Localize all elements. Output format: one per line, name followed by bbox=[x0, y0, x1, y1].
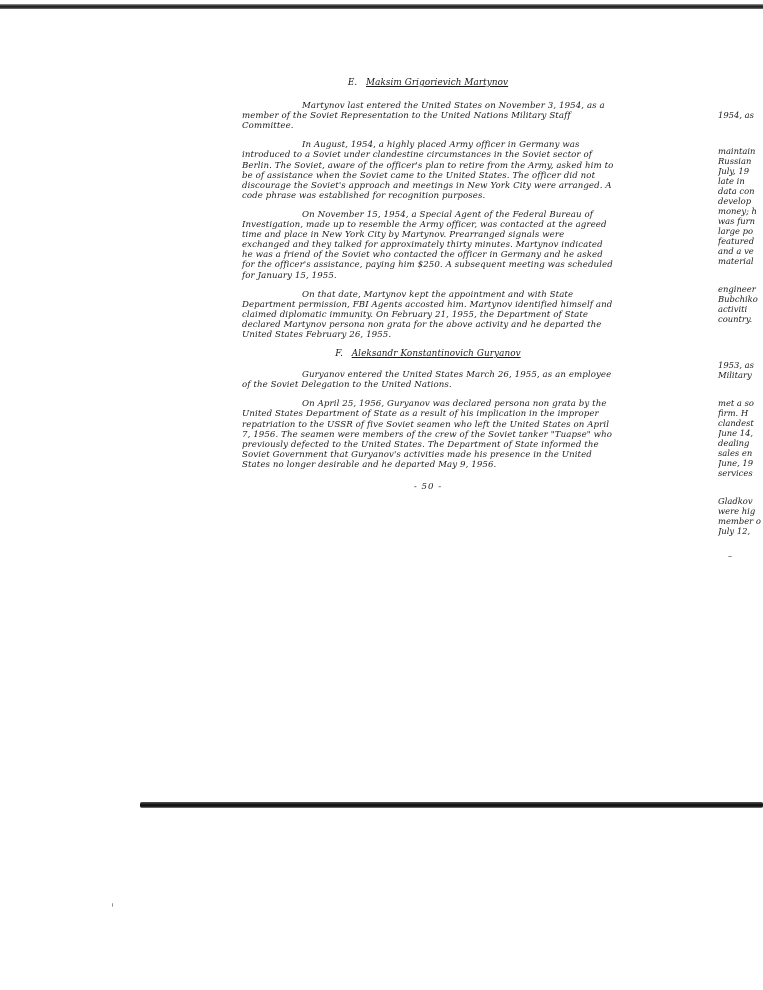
scan-speck bbox=[112, 903, 113, 907]
section-f-paragraph-2: On April 25, 1956, Guryanov was declared persona non grata by the United States Department of State as a result of his implication in the improper repatriation to the USSR of five Soviet seamen who left the United States on April 7, 1956. The seamen were members of the crew of the Soviet tanker "Tuapse" who previously defected to the United States. The Department of State informed the Soviet Government that Guryanov's activities made his presence in the United States no longer desirable and he departed May 9, 1956. bbox=[242, 399, 613, 470]
right-fragment-line: 1953, as bbox=[718, 360, 754, 370]
right-fragment-line: maintain bbox=[718, 146, 756, 156]
section-e-paragraph-3: On November 15, 1954, a Special Agent of the Federal Bureau of Investigation, made up to resemble the Army officer, was contacted at the agreed time and place in New York City by Martynov. Prearranged signals were exchanged and they talked for approximately thirty minutes. Martynov indicated he was a friend of the Soviet who contacted the officer in Germany and he asked for the officer's assistance, paying him $250. A subsequent meeting was scheduled for January 15, 1955. bbox=[242, 209, 613, 281]
section-e-paragraph-4: On that date, Martynov kept the appointment and with State Department permission, FBI Agents accosted him. Martynov identified himself and claimed diplomatic immunity. On February 21, 1955, the Department of State declared Martynov persona non grata for the above activity and he departed the United States February 26, 1955. bbox=[242, 289, 613, 340]
right-fragment-line: met a so bbox=[718, 398, 754, 408]
right-fragment-line: firm. H bbox=[718, 408, 749, 418]
right-fragment-line: Russian bbox=[718, 156, 752, 166]
right-fragment-line: July 12, bbox=[718, 526, 751, 536]
right-fragment-line: member o bbox=[718, 516, 761, 526]
section-e-paragraph-2: In August, 1954, a highly placed Army officer in Germany was introduced to a Soviet under clandestine circumstances in the Soviet sector of Berlin. The Soviet, aware of the officer's plan to retire from the Army, asked him to be of assistance when the Soviet came to the United States. The officer did not discourage the Soviet's approach and meetings in New York City were arranged. A code phrase was established for recognition purposes. bbox=[242, 140, 614, 201]
right-fragment-line: July, 19 bbox=[718, 166, 750, 176]
section-f-letter: F. bbox=[335, 349, 344, 360]
right-fragment-line: services bbox=[718, 468, 753, 478]
right-fragment-line: Bubchiko bbox=[718, 294, 758, 304]
right-fragment-line: and a ve bbox=[718, 246, 754, 256]
right-fragment-line: was furn bbox=[718, 216, 756, 226]
document-page bbox=[242, 78, 614, 492]
section-f-paragraph-1: Guryanov entered the United States March 26, 1955, as an employee of the Soviet Delegation to the United Nations. bbox=[242, 370, 612, 391]
right-fragment-line: were hig bbox=[718, 506, 756, 516]
right-fragment-line: 1954, as bbox=[718, 110, 754, 120]
right-fragment-line: sales en bbox=[718, 448, 753, 458]
section-e-paragraph-1: Martynov last entered the United States on November 3, 1954, as a member of the Soviet Representation to the United Nations Military Staff Committee. bbox=[242, 101, 605, 132]
section-e-letter: E. bbox=[347, 78, 358, 88]
right-fragment-line: country. bbox=[718, 314, 753, 324]
bottom-scan-border bbox=[140, 802, 763, 808]
right-fragment-line: dealing bbox=[718, 438, 750, 448]
right-fragment-line: late in bbox=[718, 176, 745, 186]
section-e-heading bbox=[242, 78, 614, 88]
right-fragment-line: June, 19 bbox=[718, 458, 754, 468]
top-scan-border bbox=[0, 4, 763, 9]
right-fragment-line: featured bbox=[718, 236, 755, 246]
right-fragment-line: engineer bbox=[718, 284, 756, 294]
right-fragment-line: data con bbox=[718, 186, 755, 196]
section-f-heading bbox=[242, 349, 614, 359]
scan-speck bbox=[728, 556, 732, 557]
section-e-name: Maksim Grigorievich Martynov bbox=[366, 78, 509, 88]
right-fragment-line: material bbox=[718, 256, 754, 266]
adjacent-page-fragment bbox=[718, 0, 763, 990]
section-f-name: Aleksandr Konstantinovich Guryanov bbox=[351, 349, 521, 360]
right-fragment-line: money; h bbox=[718, 206, 757, 216]
right-fragment-line: Military bbox=[718, 370, 752, 380]
right-fragment-line: Gladkov bbox=[718, 496, 753, 506]
right-fragment-line: activiti bbox=[718, 304, 748, 314]
right-fragment-line: develop bbox=[718, 196, 752, 206]
right-fragment-line: large po bbox=[718, 226, 754, 236]
page-number: - 50 - bbox=[413, 482, 443, 492]
right-fragment-line: June 14, bbox=[718, 428, 754, 438]
right-fragment-line: clandest bbox=[718, 418, 754, 428]
